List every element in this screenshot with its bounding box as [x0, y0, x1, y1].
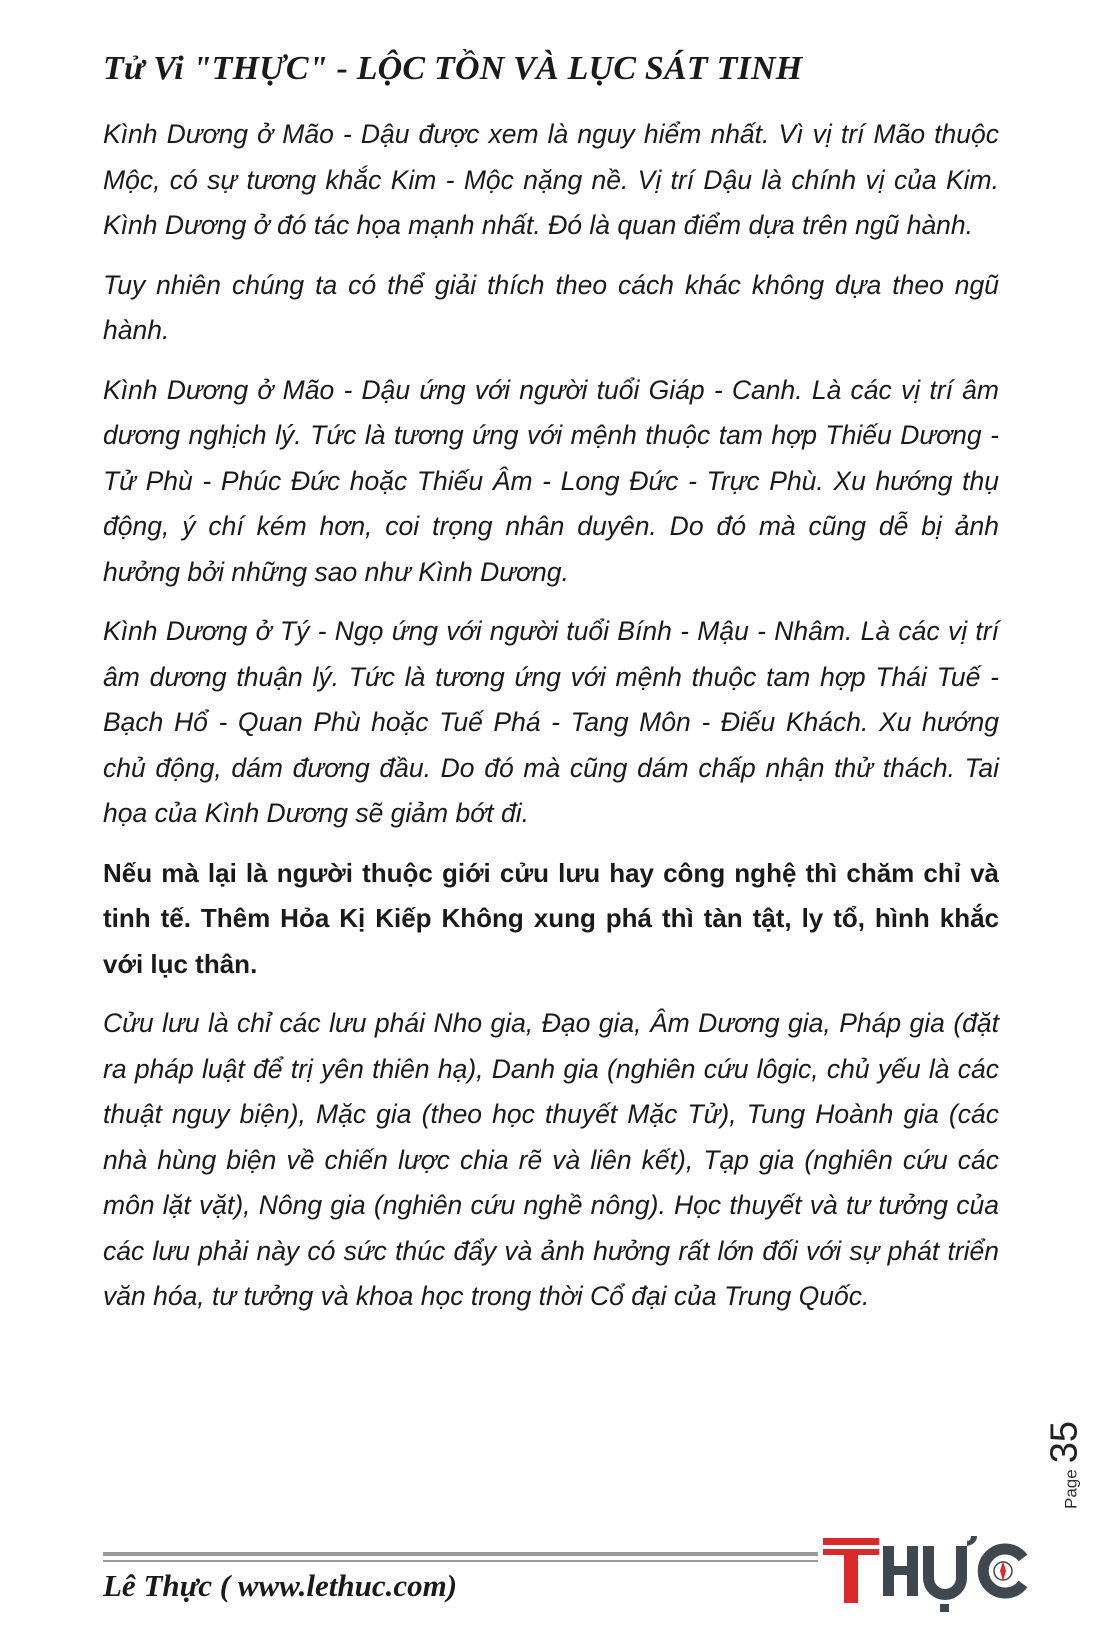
paragraph: Tuy nhiên chúng ta có thể giải thích theo cách khác không dựa theo ngũ hành.	[103, 269, 999, 345]
document-body	[103, 112, 999, 1334]
footer-divider	[103, 1560, 818, 1562]
page-title: Tử Vi "THỰC" - LỘC TỒN VÀ LỤC SÁT TINH	[103, 50, 803, 87]
page-marker	[1030, 1410, 1100, 1520]
paragraph: Kình Dương ở Mão - Dậu được xem là nguy hiểm nhất. Vì vị trí Mão thuộc Mộc, có sự tương khắc Kim - Mộc nặng nề. Vị trí Dậu là chính vị của Kim. Kình Dương ở đó tác họa mạnh nhất. Đó là quan điểm dựa trên ngũ hành.	[103, 119, 999, 240]
page-label: Page	[1061, 1469, 1081, 1509]
paragraph: Kình Dương ở Mão - Dậu ứng với người tuổi Giáp - Canh. Là các vị trí âm dương nghịch lý. Tức là tương ứng với mệnh thuộc tam hợp Thiếu Dương - Tử Phù - Phúc Đức hoặc Thiếu Âm - Long Đức - Trực Phù. Xu hướng thụ động, ý chí kém hơn, coi trọng nhân duyên. Do đó mà cũng dễ bị ảnh hưởng bởi những sao như Kình Dương.	[103, 374, 999, 587]
page-number: 35	[1043, 1421, 1086, 1464]
paragraph-bold: Nếu mà lại là người thuộc giới cửu lưu hay công nghệ thì chăm chỉ và tinh tế. Thêm Hỏa Kị Kiếp Không xung phá thì tàn tật, ly tổ, hình khắc với lục thân.	[103, 857, 999, 979]
paragraph: Cửu lưu là chỉ các lưu phái Nho gia, Đạo gia, Âm Dương gia, Pháp gia (đặt ra pháp luật để trị yên thiên hạ), Danh gia (nghiên cứu lôgic, chủ yếu là các thuật nguy biện), Mặc gia (theo học thuyết Mặc Tử), Tung Hoành gia (các nhà hùng biện về chiến lược chia rẽ và liên kết), Tạp gia (nghiên cứu các môn lặt vặt), Nông gia (nghiên cứu nghề nông). Học thuyết và tư tưởng của các lưu phải này có sức thúc đẩy và ảnh hưởng rất lớn đối với sự phát triển văn hóa, tư tưởng và khoa học trong thời Cổ đại của Trung Quốc.	[103, 1008, 999, 1311]
footer-divider	[103, 1552, 818, 1556]
thuc-logo	[823, 1532, 1033, 1614]
paragraph: Kình Dương ở Tý - Ngọ ứng với người tuổi Bính - Mậu - Nhâm. Là các vị trí âm dương thuận lý. Tức là tương ứng với mệnh thuộc tam hợp Thái Tuế - Bạch Hổ - Quan Phù hoặc Tuế Phá - Tang Môn - Điếu Khách. Xu hướng chủ động, dám đương đầu. Do đó mà cũng dám chấp nhận thử thách. Tai họa của Kình Dương sẽ giảm bớt đi.	[103, 616, 999, 828]
footer-author: Lê Thực ( www.lethuc.com)	[103, 1568, 458, 1603]
